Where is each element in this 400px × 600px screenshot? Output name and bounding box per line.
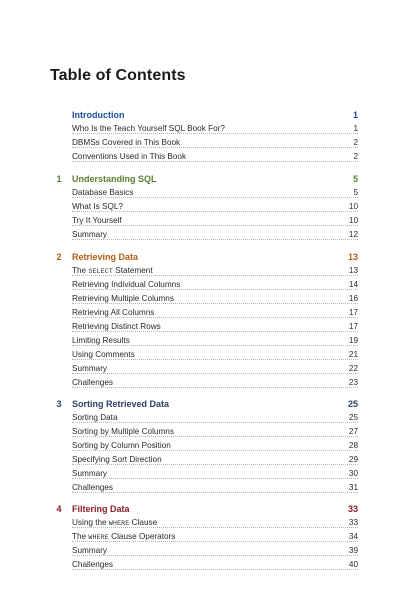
chapter-number: 4	[56, 504, 62, 514]
entry-text: Retrieving Multiple Columns	[72, 293, 174, 303]
toc-entry[interactable]	[0, 469, 400, 481]
chapter-heading[interactable]	[0, 504, 400, 516]
entry-text: Retrieving Distinct Rows	[72, 321, 161, 331]
toc-entry[interactable]	[0, 230, 400, 242]
entry-page-number: 34	[348, 531, 358, 541]
entry-page-number: 21	[348, 349, 358, 359]
leader-dots	[72, 239, 358, 240]
entry-text: Summary	[72, 363, 108, 373]
leader-dots	[72, 289, 358, 290]
toc-entry[interactable]	[0, 427, 400, 439]
entry-title	[72, 322, 163, 331]
toc-entry[interactable]	[0, 546, 400, 558]
entry-title	[72, 216, 124, 225]
toc-entry[interactable]	[0, 518, 400, 530]
chapter-page-number: 13	[347, 252, 358, 262]
code-keyword: SELECT	[88, 267, 113, 275]
entry-page-number: 25	[348, 412, 358, 422]
entry-page-number: 23	[348, 377, 358, 387]
toc-entry[interactable]	[0, 124, 400, 136]
entry-page-number: 10	[348, 215, 358, 225]
toc-entry[interactable]	[0, 350, 400, 362]
chapter-heading[interactable]	[0, 252, 400, 264]
entry-title	[72, 455, 164, 464]
chapter-heading[interactable]	[0, 399, 400, 411]
toc-entry[interactable]	[0, 560, 400, 572]
entry-page-number: 28	[348, 440, 358, 450]
entry-page-number: 29	[348, 454, 358, 464]
entry-text: Clause Operators	[108, 531, 176, 541]
page-title: Table of Contents	[50, 67, 186, 84]
entry-page-number: 16	[348, 293, 358, 303]
chapter-title: Sorting Retrieved Data	[72, 399, 170, 409]
entry-text: Challenges	[72, 559, 113, 569]
entry-text: The	[72, 531, 89, 541]
entry-page-number: 27	[348, 426, 358, 436]
toc-entry[interactable]	[0, 216, 400, 228]
leader-dots	[72, 197, 358, 198]
entry-title	[72, 560, 115, 569]
toc-entry[interactable]	[0, 483, 400, 495]
toc-entry[interactable]	[0, 364, 400, 376]
entry-title	[72, 427, 176, 436]
entry-text: Retrieving All Columns	[72, 307, 155, 317]
entry-page-number: 33	[348, 517, 358, 527]
code-keyword: WHERE	[108, 519, 130, 527]
entry-title	[72, 469, 109, 478]
entry-text: Conventions Used in This Book	[72, 151, 187, 161]
leader-dots	[72, 345, 358, 346]
entry-title	[72, 230, 109, 239]
entry-title	[72, 188, 135, 197]
leader-dots	[72, 317, 358, 318]
leader-dots	[72, 359, 358, 360]
entry-text: Sorting by Multiple Columns	[72, 426, 174, 436]
leader-dots	[72, 478, 358, 479]
entry-title	[72, 518, 159, 527]
entry-title	[72, 364, 109, 373]
entry-page-number: 5	[353, 187, 358, 197]
leader-dots	[72, 541, 358, 542]
entry-page-number: 22	[348, 363, 358, 373]
entry-text: Summary	[72, 468, 108, 478]
entry-text: Try It Yourself	[72, 215, 122, 225]
entry-title	[72, 138, 182, 147]
toc-entry[interactable]	[0, 441, 400, 453]
leader-dots	[72, 147, 358, 148]
toc-entry[interactable]	[0, 152, 400, 164]
leader-dots	[72, 450, 358, 451]
leader-dots	[72, 436, 358, 437]
toc-entry[interactable]	[0, 322, 400, 334]
leader-dots	[72, 331, 358, 332]
entry-page-number: 13	[348, 265, 358, 275]
toc-entry[interactable]	[0, 266, 400, 278]
leader-dots	[72, 275, 358, 276]
entry-title	[72, 336, 132, 345]
toc-entry[interactable]	[0, 308, 400, 320]
toc-entry[interactable]	[0, 532, 400, 544]
leader-dots	[72, 422, 358, 423]
toc-entry[interactable]	[0, 280, 400, 292]
toc-entry[interactable]	[0, 455, 400, 467]
chapter-heading[interactable]	[0, 174, 400, 186]
toc-entry[interactable]	[0, 413, 400, 425]
chapter-title: Understanding SQL	[72, 174, 157, 184]
entry-text: DBMSs Covered in This Book	[72, 137, 181, 147]
leader-dots	[72, 133, 358, 134]
entry-text: Summary	[72, 229, 108, 239]
leader-dots	[72, 569, 358, 570]
entry-text: Specifying Sort Direction	[72, 454, 162, 464]
leader-dots	[72, 161, 358, 162]
chapter-number: 3	[56, 399, 62, 409]
entry-page-number: 31	[348, 482, 358, 492]
entry-page-number: 14	[348, 279, 358, 289]
entry-text: Clause	[129, 517, 158, 527]
entry-page-number: 2	[353, 137, 358, 147]
chapter-title: Retrieving Data	[72, 252, 139, 262]
entry-page-number: 30	[348, 468, 358, 478]
entry-title	[72, 152, 188, 161]
toc-entry[interactable]	[0, 188, 400, 200]
entry-page-number: 12	[348, 229, 358, 239]
chapter-number: 2	[56, 252, 62, 262]
entry-page-number: 17	[348, 307, 358, 317]
entry-text: Sorting Data	[72, 412, 118, 422]
toc-entry[interactable]	[0, 138, 400, 150]
chapter-page-number: 1	[352, 110, 358, 120]
entry-title	[72, 202, 125, 211]
chapter-page-number: 5	[352, 174, 358, 184]
entry-title	[72, 308, 156, 317]
chapter-number: 1	[56, 174, 62, 184]
entry-text: What Is SQL?	[72, 201, 123, 211]
code-keyword: WHERE	[88, 533, 109, 541]
entry-title	[72, 124, 227, 133]
chapter-page-number: 25	[347, 399, 358, 409]
entry-text: Database Basics	[72, 187, 134, 197]
leader-dots	[72, 555, 358, 556]
leader-dots	[72, 527, 358, 528]
entry-page-number: 17	[348, 321, 358, 331]
entry-page-number: 1	[353, 123, 358, 133]
entry-text: Challenges	[72, 377, 113, 387]
entry-page-number: 40	[348, 559, 358, 569]
leader-dots	[72, 211, 358, 212]
entry-title	[72, 378, 115, 387]
entry-text: Sorting by Column Position	[72, 440, 171, 450]
entry-text: Using Comments	[72, 349, 135, 359]
entry-title	[72, 546, 109, 555]
leader-dots	[72, 464, 358, 465]
entry-page-number: 10	[348, 201, 358, 211]
leader-dots	[72, 373, 358, 374]
entry-text: Using the	[72, 517, 109, 527]
entry-text: The	[72, 265, 89, 275]
chapter-heading[interactable]	[0, 110, 400, 122]
entry-title	[72, 483, 115, 492]
toc-entry[interactable]	[0, 202, 400, 214]
entry-text: Summary	[72, 545, 108, 555]
entry-text: Challenges	[72, 482, 113, 492]
entry-text: Limiting Results	[72, 335, 130, 345]
toc-entry[interactable]	[0, 336, 400, 348]
entry-page-number: 39	[348, 545, 358, 555]
toc-entry[interactable]	[0, 378, 400, 390]
leader-dots	[72, 303, 358, 304]
entry-text: Statement	[113, 265, 153, 275]
entry-text: Retrieving Individual Columns	[72, 279, 181, 289]
entry-title	[72, 413, 120, 422]
toc-entry[interactable]	[0, 294, 400, 306]
entry-title	[72, 532, 177, 541]
entry-title	[72, 280, 182, 289]
chapter-page-number: 33	[347, 504, 358, 514]
entry-page-number: 19	[348, 335, 358, 345]
entry-title	[72, 441, 173, 450]
chapter-title: Introduction	[72, 110, 125, 120]
entry-title	[72, 294, 176, 303]
entry-title	[72, 350, 137, 359]
entry-page-number: 2	[353, 151, 358, 161]
leader-dots	[72, 492, 358, 493]
leader-dots	[72, 387, 358, 388]
chapter-title: Filtering Data	[72, 504, 130, 514]
entry-text: Who Is the Teach Yourself SQL Book For?	[72, 123, 225, 133]
leader-dots	[72, 225, 358, 226]
entry-title	[72, 266, 155, 275]
